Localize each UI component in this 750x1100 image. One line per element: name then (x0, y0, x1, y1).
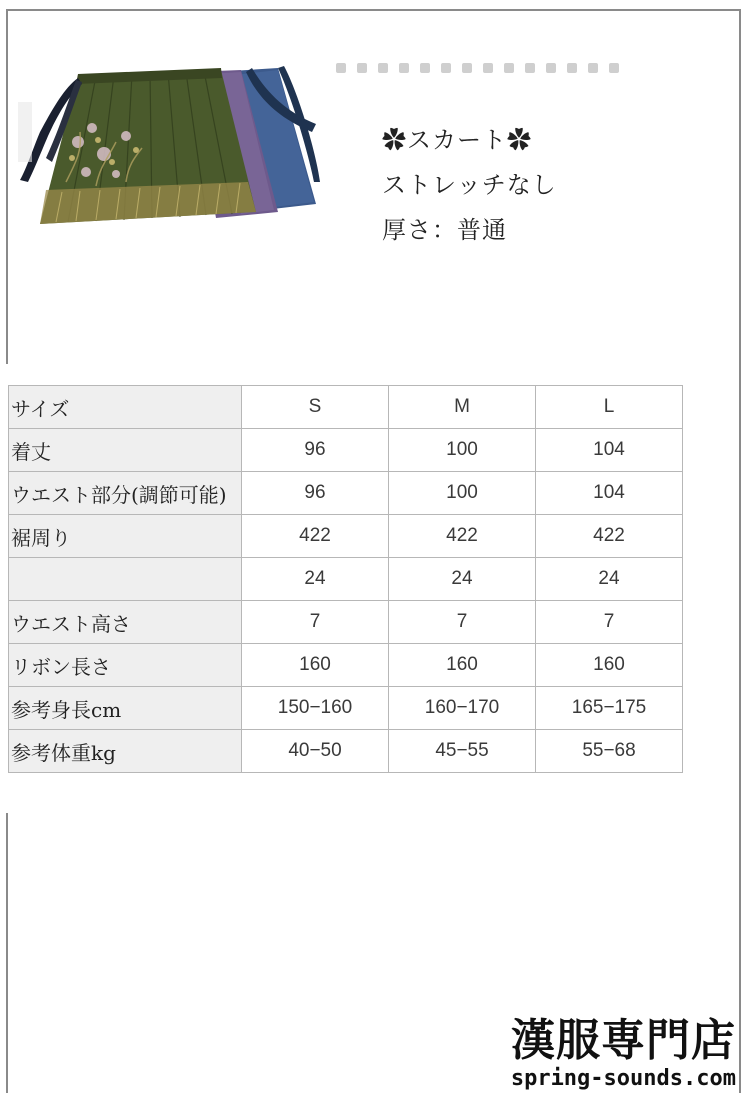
cell-value: 55−68 (536, 730, 683, 773)
row-label: 着丈 (9, 429, 242, 472)
row-label: 参考体重kg (9, 730, 242, 773)
cell-value: 100 (389, 472, 536, 515)
table-row (9, 429, 683, 472)
desc-stretch: ストレッチなし (382, 171, 557, 199)
cell-value: 40−50 (242, 730, 389, 773)
frame-left-border-bottom (6, 813, 8, 1093)
desc-thickness: 厚さ：普通 (382, 216, 507, 244)
cell-value: 7 (536, 601, 683, 644)
cell-value: 100 (389, 429, 536, 472)
cell-value: 7 (242, 601, 389, 644)
cell-value: 24 (389, 558, 536, 601)
cell-value: 160 (389, 644, 536, 687)
row-label: ウエスト高さ (9, 601, 242, 644)
cell-value: 422 (389, 515, 536, 558)
size-table (8, 385, 683, 773)
frame-left-border-top (6, 9, 8, 364)
header-size-s: S (242, 386, 389, 429)
cell-value: 160−170 (389, 687, 536, 730)
cell-value: 96 (242, 429, 389, 472)
cell-value: 45−55 (389, 730, 536, 773)
cell-value: 160 (242, 644, 389, 687)
cell-value: 165−175 (536, 687, 683, 730)
cell-value: 422 (242, 515, 389, 558)
table-row (9, 558, 683, 601)
cell-value: 150−160 (242, 687, 389, 730)
row-label: 参考身長cm (9, 687, 242, 730)
shop-name: 漢服専門店 (511, 1015, 736, 1066)
shop-url: spring-sounds.com (510, 1066, 736, 1091)
row-label: ウエスト部分(調節可能) (9, 472, 242, 515)
table-row (9, 601, 683, 644)
skirt-illustration (16, 62, 326, 262)
cell-value: 104 (536, 429, 683, 472)
table-header-row (9, 386, 683, 429)
cell-value: 96 (242, 472, 389, 515)
table-row (9, 730, 683, 773)
desc-product-type: ✿スカート✿ (382, 126, 532, 154)
table-row (9, 472, 683, 515)
product-image-skirt (16, 62, 326, 262)
row-label (9, 558, 242, 601)
header-size-m: M (389, 386, 536, 429)
cell-value: 7 (389, 601, 536, 644)
header-size-l: L (536, 386, 683, 429)
table-row (9, 515, 683, 558)
cell-value: 24 (536, 558, 683, 601)
row-label: リボン長さ (9, 644, 242, 687)
row-label: 裾周り (9, 515, 242, 558)
cell-value: 104 (536, 472, 683, 515)
shop-watermark (511, 1016, 736, 1092)
cell-value: 160 (536, 644, 683, 687)
table-row (9, 644, 683, 687)
cell-value: 422 (536, 515, 683, 558)
frame-top-border (8, 9, 741, 11)
frame-right-border (739, 9, 741, 1093)
table-row (9, 687, 683, 730)
faint-heading-artifact (336, 58, 676, 78)
header-label-size: サイズ (9, 386, 242, 429)
cell-value: 24 (242, 558, 389, 601)
